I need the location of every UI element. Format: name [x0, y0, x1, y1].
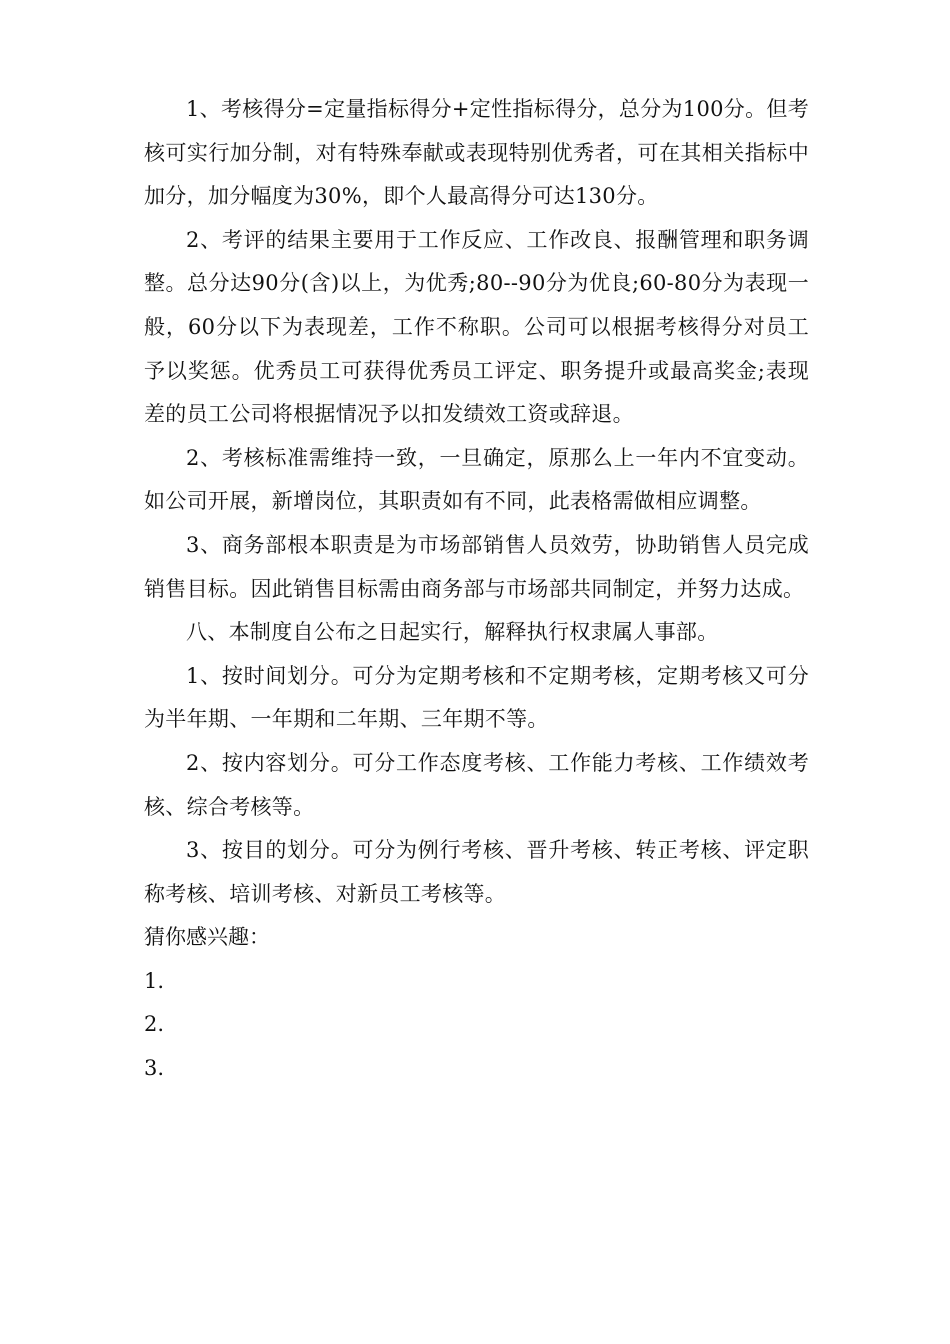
- related-item[interactable]: 2.: [144, 1012, 165, 1037]
- paragraph: 八、本制度自公布之日起实行，解释执行权隶属人事部。: [186, 620, 719, 645]
- related-heading: 猜你感兴趣：: [144, 925, 270, 950]
- paragraph: 1、考核得分=定量指标得分+定性指标得分，总分为100分。但考核可实行加分制，对有特殊奉献或表现特别优秀者，可在其相关指标中加分，加分幅度为30%，即个人最高得分可达130分。: [144, 97, 809, 209]
- paragraph: 3、商务部根本职责是为市场部销售人员效劳，协助销售人员完成销售目标。因此销售目标需由商务部与市场部共同制定，并努力达成。: [144, 532, 809, 601]
- related-item[interactable]: 3.: [144, 1056, 165, 1081]
- document-body: [144, 88, 809, 1091]
- paragraph: 2、按内容划分。可分工作态度考核、工作能力考核、工作绩效考核、综合考核等。: [144, 750, 809, 819]
- paragraph: 2、考评的结果主要用于工作反应、工作改良、报酬管理和职务调整。总分达90分(含)以上，为优秀;80--90分为优良;60-80分为表现一般，60分以下为表现差，工作不称职。公司可以根据考核得分对员工予以奖惩。优秀员工可获得优秀员工评定、职务提升或最高奖金;表现差的员工公司将根据情况予以扣发绩效工资或辞退。: [144, 227, 809, 427]
- paragraph: 3、按目的划分。可分为例行考核、晋升考核、转正考核、评定职称考核、培训考核、对新员工考核等。: [144, 838, 809, 906]
- paragraph: 2、考核标准需维持一致，一旦确定，原那么上一年内不宜变动。如公司开展，新增岗位，其职责如有不同，此表格需做相应调整。: [144, 445, 809, 514]
- related-item[interactable]: 1.: [144, 968, 165, 993]
- paragraph: 1、按时间划分。可分为定期考核和不定期考核，定期考核又可分为半年期、一年期和二年期、三年期不等。: [144, 663, 809, 732]
